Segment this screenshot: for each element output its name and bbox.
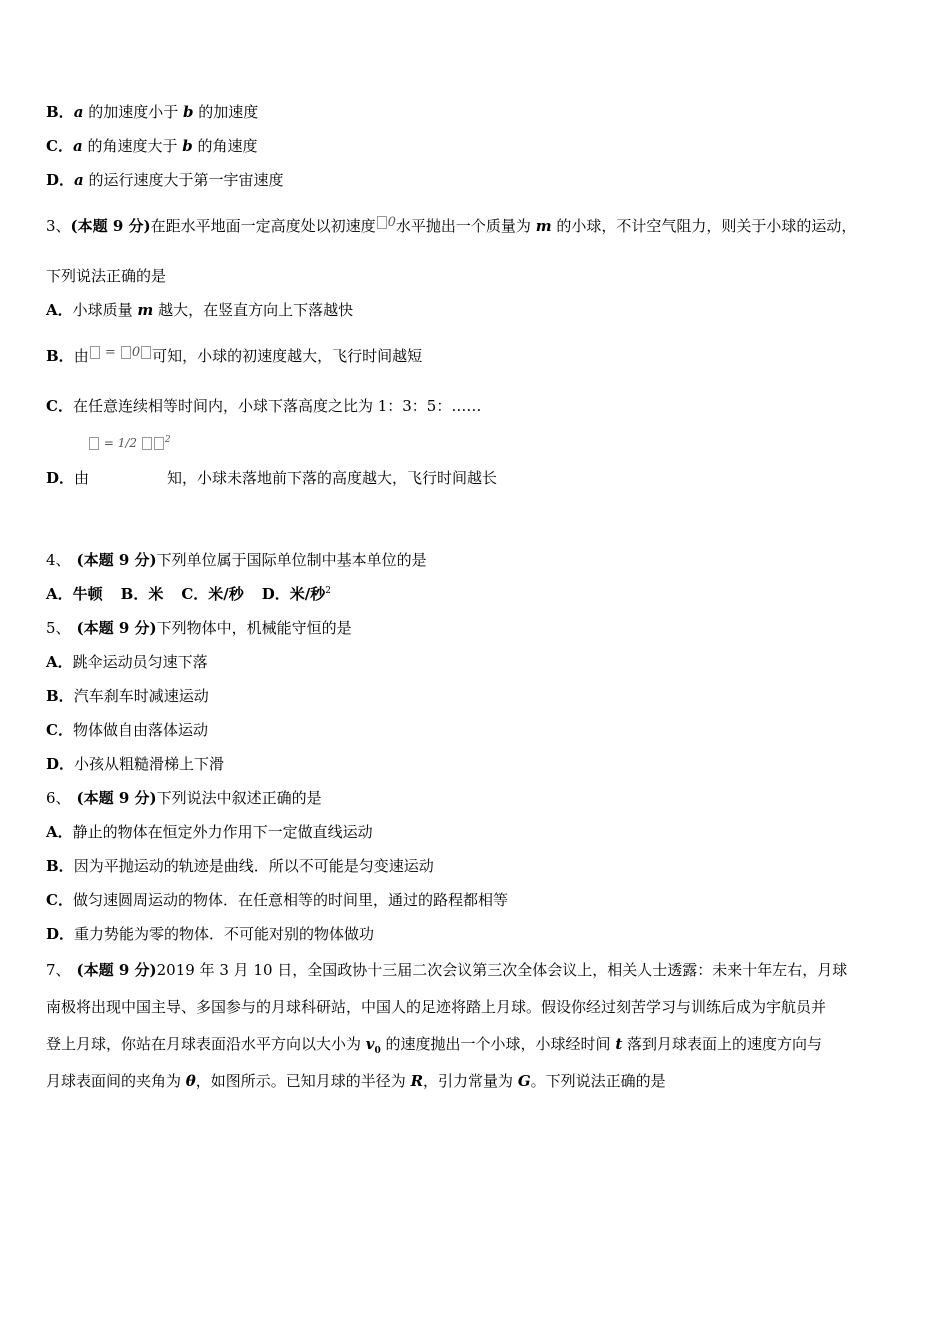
option-label: D．	[46, 171, 75, 189]
var-m: m	[535, 217, 552, 235]
var-b: b	[182, 137, 193, 155]
option-label: D．	[46, 755, 75, 773]
var-v0-subscript: 0	[374, 1046, 381, 1056]
question-text: 2019 年 3 月 10 日，全国政协十三届二次会议第三次全体会议上，相关人士透露：未来十年左右，月球	[156, 961, 848, 979]
option-4c: C．米/秒	[181, 585, 244, 603]
question-3-line-1	[46, 216, 856, 238]
formula-box-icon	[89, 437, 99, 450]
option-text: 可知，小球的初速度越大，飞行时间越短	[152, 347, 423, 365]
option-label: D．	[46, 469, 75, 487]
option-text: 越大，在竖直方向上下落越快	[153, 301, 354, 319]
option-text: 由	[73, 347, 89, 365]
option-6c	[46, 890, 508, 910]
option-label: C．	[46, 137, 73, 155]
question-number: 5、	[46, 619, 71, 637]
formula-box-icon	[377, 216, 387, 229]
question-number: 6、	[46, 789, 71, 807]
question-text: 月球表面间的夹角为	[46, 1072, 186, 1090]
option-label: B．	[46, 347, 74, 365]
option-6d	[46, 924, 374, 944]
question-4	[46, 550, 427, 570]
option-label: D．	[46, 925, 75, 943]
formula-equals: =	[104, 345, 116, 360]
option-5a	[46, 652, 208, 672]
formula-box-icon	[142, 437, 152, 450]
var-v0: v	[365, 1035, 375, 1053]
option-5b	[46, 686, 209, 706]
question-score-tag: (本题 9 分)	[76, 551, 157, 569]
question-number: 4、	[46, 551, 71, 569]
option-text: 知，小球未落地前下落的高度越大，飞行时间越长	[167, 469, 498, 487]
formula-box-icon	[121, 346, 131, 359]
var-theta: θ	[185, 1072, 196, 1090]
option-label: B．	[46, 857, 74, 875]
question-number: 7、	[46, 961, 71, 979]
question-3-line-2	[46, 266, 166, 286]
var-a: a	[72, 137, 83, 155]
var-m: m	[137, 301, 154, 319]
question-text: ，引力常量为	[423, 1072, 518, 1090]
option-text: 重力势能为零的物体．不可能对别的物体做功	[74, 925, 375, 943]
question-text: 。下列说法正确的是	[530, 1072, 666, 1090]
option-text: 的角速度大于	[82, 137, 183, 155]
question-text: 落到月球表面上的速度方向与	[622, 1035, 823, 1053]
question-text: 下列说法中叙述正确的是	[156, 789, 322, 807]
option-text: 静止的物体在恒定外力作用下一定做直线运动	[72, 823, 373, 841]
formula-exponent: 2	[164, 435, 171, 445]
option-label: A．	[46, 301, 73, 319]
option-text: 因为平抛运动的轨迹是曲线．所以不可能是匀变速运动	[73, 857, 434, 875]
option-label: C．	[46, 891, 73, 909]
option-text: 由	[74, 469, 90, 487]
question-text: 下列单位属于国际单位制中基本单位的是	[156, 551, 427, 569]
question-text: 的速度抛出一个小球，小球经时间	[380, 1035, 616, 1053]
question-score-tag: (本题 9 分)	[76, 961, 157, 979]
question-7-line-4	[46, 1071, 666, 1091]
question-text: 的小球，不计空气阻力，则关于小球的运动，	[551, 217, 857, 235]
option-label: A．	[46, 653, 73, 671]
option-label: C．	[46, 397, 73, 415]
t-formula-placeholder	[89, 343, 152, 363]
option-label: A．	[46, 823, 73, 841]
option-text: 的角速度	[192, 137, 258, 155]
option-label: B．	[46, 687, 74, 705]
var-a: a	[74, 171, 84, 189]
option-5d	[46, 754, 224, 774]
formula-subscript: 0	[387, 215, 396, 230]
question-text: 南极将出现中国主导、多国参与的月球科研站，中国人的足迹将踏上月球。假设你经过刻苦学习与训练后成为宇航员并	[46, 998, 827, 1016]
option-3c	[46, 396, 481, 416]
option-text: 做匀速圆周运动的物体．在任意相等的时间里，通过的路程都相等	[72, 891, 508, 909]
formula-box-icon	[154, 437, 164, 450]
option-3d	[46, 468, 497, 488]
option-3a	[46, 300, 353, 320]
option-3b	[46, 346, 422, 368]
option-label: B．	[46, 103, 74, 121]
option-text: 的运行速度大于第一宇宙速度	[83, 171, 284, 189]
option-6b	[46, 856, 434, 876]
option-2d	[46, 170, 284, 190]
option-5c	[46, 720, 208, 740]
question-score-tag: (本题 9 分)	[70, 217, 151, 235]
formula-box-icon	[141, 346, 151, 359]
formula-fraction: = 1/2	[103, 436, 138, 450]
option-text: 跳伞运动员匀速下落	[72, 653, 208, 671]
h-formula-placeholder	[88, 436, 171, 450]
option-6a	[46, 822, 373, 842]
var-r: R	[410, 1072, 424, 1090]
var-a: a	[73, 103, 84, 121]
question-score-tag: (本题 9 分)	[76, 619, 157, 637]
var-t: t	[615, 1035, 623, 1053]
question-7-line-2	[46, 997, 826, 1017]
option-text: 的加速度小于	[83, 103, 183, 121]
question-text: 下列物体中，机械能守恒的是	[156, 619, 352, 637]
option-4d: D．米/秒	[261, 585, 326, 603]
question-6	[46, 788, 322, 808]
question-number: 3、	[46, 217, 71, 235]
option-2b	[46, 102, 258, 122]
option-text: 物体做自由落体运动	[72, 721, 208, 739]
question-text: ，如图所示。已知月球的半径为	[195, 1072, 411, 1090]
option-4b: B．米	[120, 585, 164, 603]
question-text: 登上月球，你站在月球表面沿水平方向以大小为	[46, 1035, 366, 1053]
question-score-tag: (本题 9 分)	[76, 789, 157, 807]
question-text: 下列说法正确的是	[46, 267, 167, 285]
question-text: 水平抛出一个质量为	[395, 217, 536, 235]
question-4-options	[46, 584, 331, 604]
option-text: 在任意连续相等时间内，小球下落高度之比为 1：3：5：……	[72, 397, 482, 415]
question-7-line-1	[46, 960, 847, 980]
question-text: 在距水平地面一定高度处以初速度	[150, 217, 376, 235]
option-text: 汽车刹车时减速运动	[73, 687, 209, 705]
option-4a: A．牛顿	[46, 585, 103, 603]
question-7-line-3	[46, 1034, 822, 1054]
question-5	[46, 618, 352, 638]
formula-subscript: 0	[131, 345, 141, 360]
exponent: 2	[325, 586, 331, 596]
option-text: 小球质量	[72, 301, 138, 319]
option-label: C．	[46, 721, 73, 739]
var-g: G	[517, 1072, 531, 1090]
v0-formula-placeholder	[376, 213, 396, 233]
option-text: 小孩从粗糙滑梯上下滑	[74, 755, 225, 773]
formula-box-icon	[90, 346, 100, 359]
option-2c	[46, 136, 258, 156]
option-text: 的加速度	[193, 103, 259, 121]
var-b: b	[182, 103, 194, 121]
